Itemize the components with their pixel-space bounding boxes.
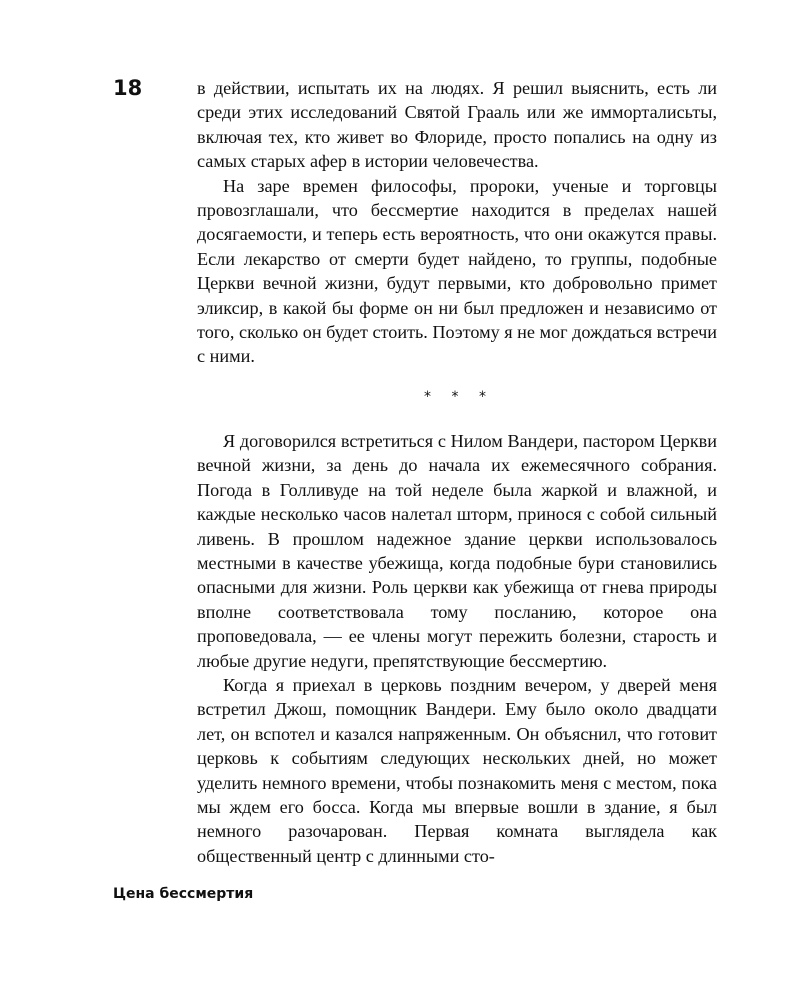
body-text (197, 76, 717, 868)
paragraph: На заре времен философы, пророки, ученые и торговцы провозглашали, что бессмертие находится в пределах нашей досягаемости, и теперь есть вероятность, что они окажутся правы. Если лекарство от смерти будет найдено, то группы, подобные Церкви вечной жизни, будут первыми, кто добровольно примет эликсир, в какой бы форме он ни был предложен и независимо от того, сколько он будет стоить. Поэтому я не мог дождаться встречи с ними. (197, 175, 717, 367)
paragraph: в действии, испытать их на людях. Я решил выяснить, есть ли среди этих исследований Святой Грааль или же имморталисьты, включая тех, кто живет во Флориде, просто попались на одну из самых старых афер в истории человечества. (197, 78, 717, 172)
page-number: 18 (113, 76, 143, 100)
paragraph: Когда я приехал в церковь поздним вечером, у дверей меня встретил Джош, помощник Вандери. Ему было около двадцати лет, он вспотел и казался напряженным. Он объяснил, что готовит церковь к событиям следующих нескольких дней, но может уделить немного времени, чтобы познакомить меня с местом, пока мы ждем его босса. Когда мы впервые вошли в здание, я был немного разочарован. Первая комната выглядела как общественный центр с длинными сто- (197, 674, 717, 866)
paragraph: Я договорился встретиться с Нилом Вандери, пастором Церкви вечной жизни, за день до начала их ежемесячного собрания. Погода в Голливуде на той неделе была жаркой и влажной, и каждые несколько часов налетал шторм, принося с собой сильный ливень. В прошлом надежное здание церкви использовалось местными в качестве убежища, когда подобные бури становились опасными для жизни. Роль церкви как убежища от гнева природы вполне соответствовала тому посланию, которое она проповедовала, — ее члены могут пережить болезни, старость и любые другие недуги, препятствующие бессмертию. (197, 430, 717, 671)
section-separator: * * * (424, 388, 494, 405)
running-footer-book-title: Цена бессмертия (113, 886, 254, 902)
